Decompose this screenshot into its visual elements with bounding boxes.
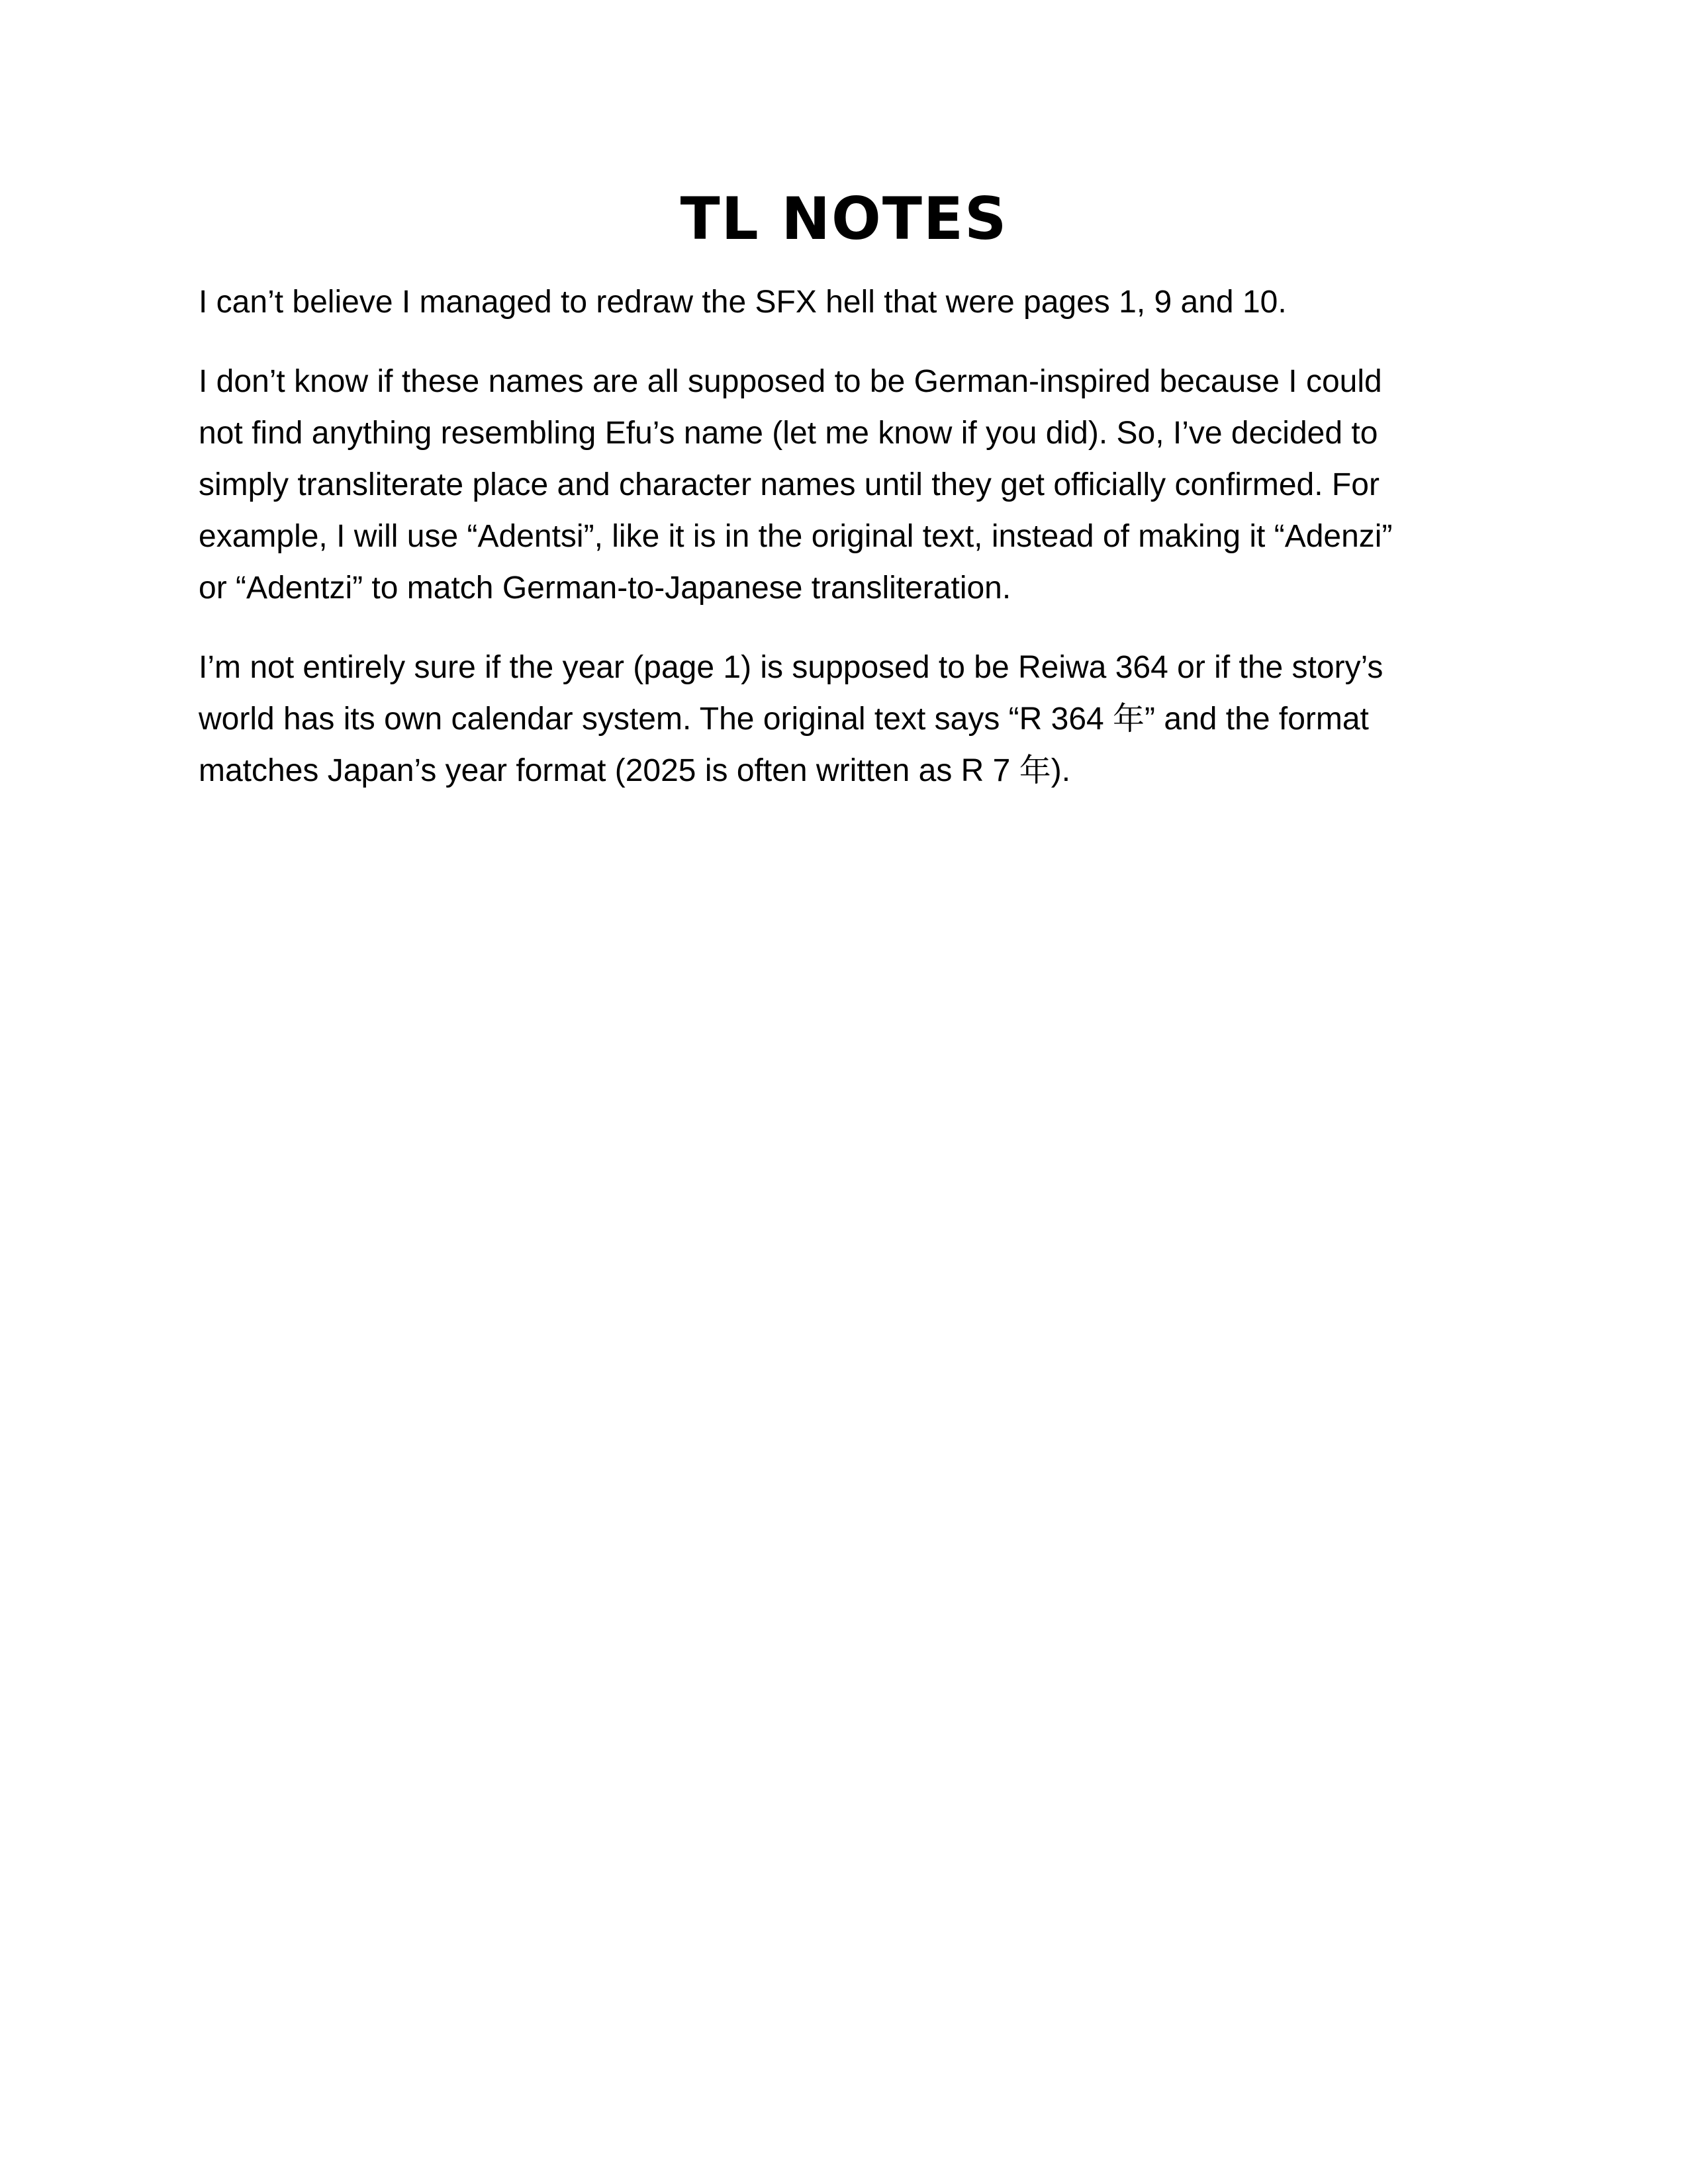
text-line: I don’t know if these names are all supposed to be German-inspired because I could: [199, 364, 1382, 399]
text-line: I’m not entirely sure if the year (page 1) is supposed to be Reiwa 364 or if the story’s: [199, 650, 1383, 685]
note-paragraph-3: [199, 642, 1496, 797]
text-line: simply transliterate place and character names until they get officially confirmed. For: [199, 467, 1380, 502]
notes-body: [199, 277, 1496, 825]
text-line: I can’t believe I managed to redraw the SFX hell that were pages 1, 9 and 10.: [199, 285, 1287, 320]
text-line: not find anything resembling Efu’s name (let me know if you did). So, I’ve decided to: [199, 416, 1378, 451]
text-line: matches Japan’s year format (2025 is often written as R 7 年).: [199, 753, 1071, 788]
note-paragraph-1: [199, 277, 1496, 328]
text-line: or “Adentzi” to match German-to-Japanese transliteration.: [199, 570, 1011, 606]
text-line: example, I will use “Adentsi”, like it is in the original text, instead of making it “Adenzi”: [199, 519, 1393, 554]
note-paragraph-2: [199, 356, 1496, 614]
page-title: TL NOTES: [680, 185, 1008, 253]
text-line: world has its own calendar system. The original text says “R 364 年” and the format: [199, 702, 1369, 737]
